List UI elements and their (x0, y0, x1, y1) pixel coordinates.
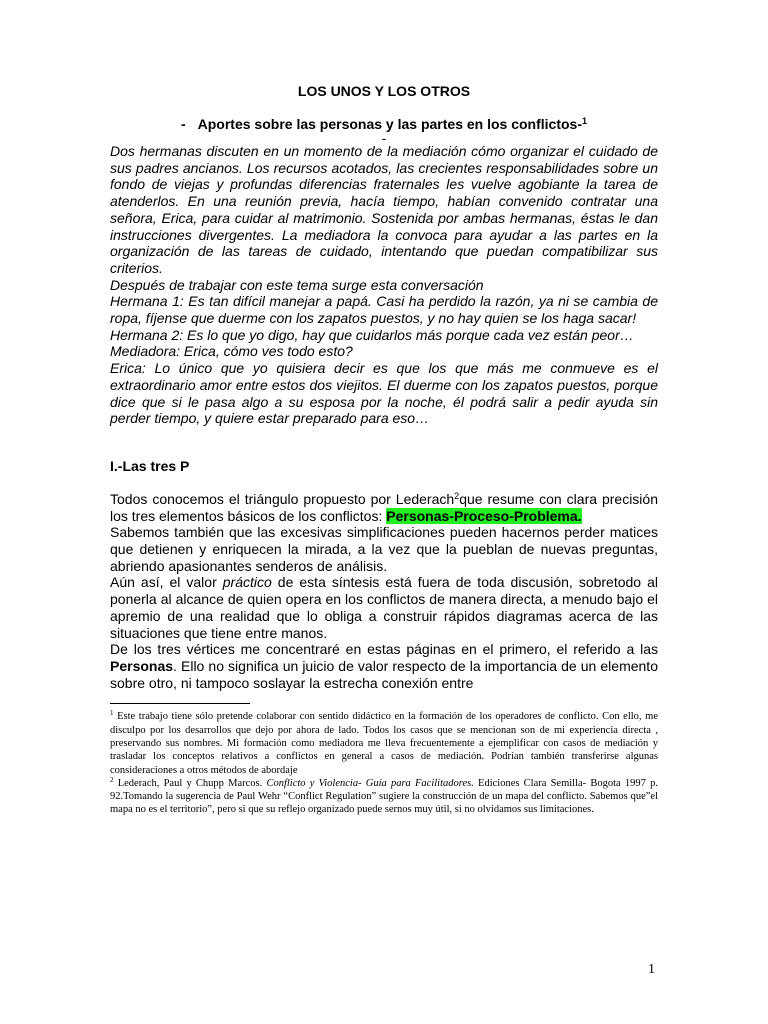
text-run: Todos conocemos el triángulo propuesto por Lederach (110, 490, 455, 507)
text-run: Aún así, el valor (110, 574, 223, 591)
section-heading: I.-Las tres P (110, 457, 190, 474)
document-page (110, 82, 658, 817)
footnote-2 (110, 777, 658, 817)
body-paragraph: Sabemos también que las excesivas simplificaciones pueden hacernos perder matices que detienen y enriquecen la mirada, a la vez que la pueblan de nuevas preguntas, abriendo apasionantes senderos de análisis. (110, 524, 658, 574)
highlighted-text: Personas-Proceso-Problema. (386, 507, 582, 524)
footnote-1 (110, 710, 658, 776)
document-title: LOS UNOS Y LOS OTROS (297, 83, 471, 99)
text-run: . Ello no significa un juicio de valor respecto de la importancia de un elemento sobre otro, ni tampoco soslayar la estrecha conexión entre (110, 657, 658, 691)
dialogue-line: Hermana 1: Es tan difícil manejar a papá. Casi ha perdido la razón, ya ni se cambia de ropa, fíjense que duerme con los zapatos puestos, y no hay quien se los haga sacar! (110, 293, 658, 327)
italic-text: práctico (222, 574, 272, 591)
page-number: 1 (648, 962, 655, 977)
footnote-book-title: Conflicto y Violencia- Guía para Facilitadores. (266, 777, 474, 789)
footnote-text: Ediciones Clara Semilla- Bogota 1997 p. 92.Tomando la sugerencia de Paul Wehr “Conflict Regulation” sugiere la construcción de un mapa del conflicto. Sabemos que”el mapa no es el territorio”, pero si que su reflejo organizado puede sernos muy útil, si no olvidamos sus limitaciones. (110, 777, 658, 816)
body-paragraph (110, 641, 658, 691)
footnotes (110, 710, 658, 816)
intro-paragraph: Dos hermanas discuten en un momento de la mediación cómo organizar el cuidado de sus padres ancianos. Los recursos acotados, las crecientes responsabilidades sobre un fondo de viejas y profundas diferencias fraternales les vuelve agobiante la tarea de atenderlos. En una reunión previa, hacía tiempo, habían convenido contratar una señora, Erica, para cuidar al matrimonio. Sostenida por ambas hermanas, éstas le dan instrucciones divergentes. La mediadora la convoca para ayudar a las partes en la organización de las tareas de cuidado, intentando que puedan compatibilizar sus criterios. (110, 143, 658, 276)
subtitle-trailing-dash: - (381, 130, 387, 146)
dialogue-line: Mediadora: Erica, cómo ves todo esto? (110, 343, 353, 360)
text-run: De los tres vértices me concentraré en estas páginas en el primero, el referido a las (110, 641, 658, 658)
footnote-text: Este trabajo tiene sólo pretende colaborar con sentido didáctico en la formación de los operadores de conflicto. Con ello, me disculpo por los desarrollos que dejo por ahora de lado. Todos los casos que se mencionan son de mi experiencia directa , preservando sus nombres. Mi formación como mediadora me lleva frecuentemente a ejemplificar con casos de mediación y trasladar los conceptos relativos a conflictos en general a casos de mediación. Podrían también transferirse algunas consideraciones a otros métodos de abordaje (110, 711, 658, 776)
footnote-ref-2[interactable]: 2 (454, 490, 460, 501)
subtitle-text: Aportes sobre las personas y las partes en los conflictos- (197, 116, 582, 132)
subtitle-dash: - (180, 116, 186, 132)
body-paragraph (110, 491, 658, 524)
intro-case-block (110, 143, 658, 427)
dialogue-line: Hermana 2: Es lo que yo digo, hay que cuidarlos más porque cada vez están peor… (110, 326, 634, 343)
bold-text: Personas (110, 657, 174, 674)
footnote-number: 2 (110, 775, 114, 784)
footnote-separator (110, 703, 250, 704)
intro-paragraph: Después de trabajar con este tema surge esta conversación (110, 276, 484, 293)
section-body (110, 491, 658, 691)
dialogue-line: Erica: Lo único que yo quisiera decir es que los que más me conmueve es el extraordinario amor entre estos dos viejitos. El duerme con los zapatos puestos, porque dice que si le pasa algo a su esposa por la noche, él podrá salir a pedir ayuda sin perder tiempo, y quiere estar preparado para eso… (110, 360, 658, 427)
footnote-text: Lederach, Paul y Chupp Marcos. (113, 777, 267, 789)
footnote-number: 1 (110, 709, 114, 718)
text-run: que resume con clara precisión los tres elementos básicos de los conflictos: (110, 490, 658, 524)
body-paragraph (110, 574, 658, 641)
text-run: de esta síntesis está fuera de toda discusión, sobretodo al ponerla al alcance de quien opera en los conflictos de manera directa, a menudo bajo el apremio de una realidad que lo obliga a construir rápidos diagramas acerca de las situaciones que tiene entre manos. (110, 574, 658, 641)
footnote-ref-1[interactable]: 1 (582, 116, 588, 126)
